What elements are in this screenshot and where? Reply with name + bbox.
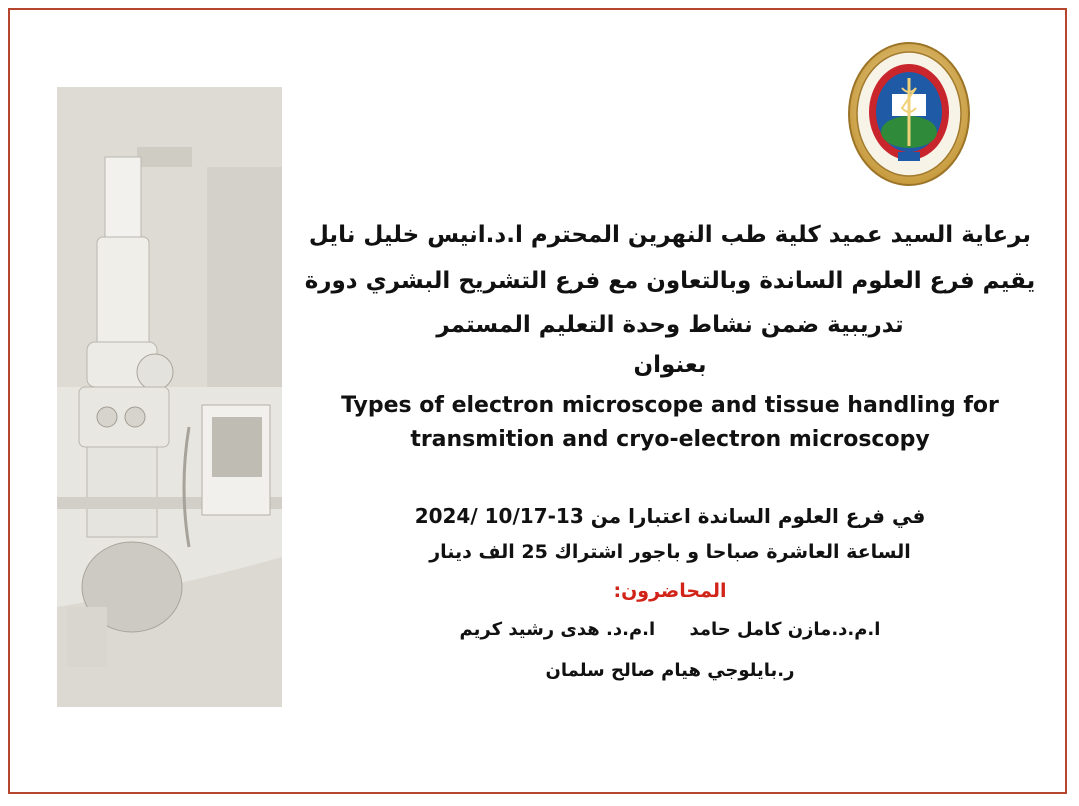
electron-microscope-photo <box>57 87 282 707</box>
lecturer-name-1: ا.م.د.مازن كامل حامد <box>689 619 881 640</box>
lecturers-heading: المحاضرون: <box>613 580 727 602</box>
organizer-line: يقيم فرع العلوم الساندة وبالتعاون مع فرع التشريح البشري دورة <box>304 268 1036 294</box>
patronage-line: برعاية السيد عميد كلية طب النهرين المحترم ا.د.انيس خليل نايل <box>308 222 1032 248</box>
lecturer-name-3: ر.بايلوجي هيام صالح سلمان <box>545 660 795 681</box>
date-location-line: في فرع العلوم الساندة اعتبارا من 13-10/17 /2024 <box>414 504 926 528</box>
program-line: تدريبية ضمن نشاط وحدة التعليم المستمر <box>436 312 904 338</box>
lecturer-name-2: ا.م.د. هدى رشيد كريم <box>459 619 656 640</box>
time-fee-line: الساعة العاشرة صباحا و باجور اشتراك 25 الف دينار <box>429 541 911 563</box>
lecturers-row <box>300 619 1040 640</box>
college-seal-logo <box>848 42 970 187</box>
course-title-line-2: transmition and cryo-electron microscopy <box>410 427 930 452</box>
course-title-line-1: Types of electron microscope and tissue handling for <box>341 393 999 418</box>
titled-label: بعنوان <box>633 352 707 378</box>
